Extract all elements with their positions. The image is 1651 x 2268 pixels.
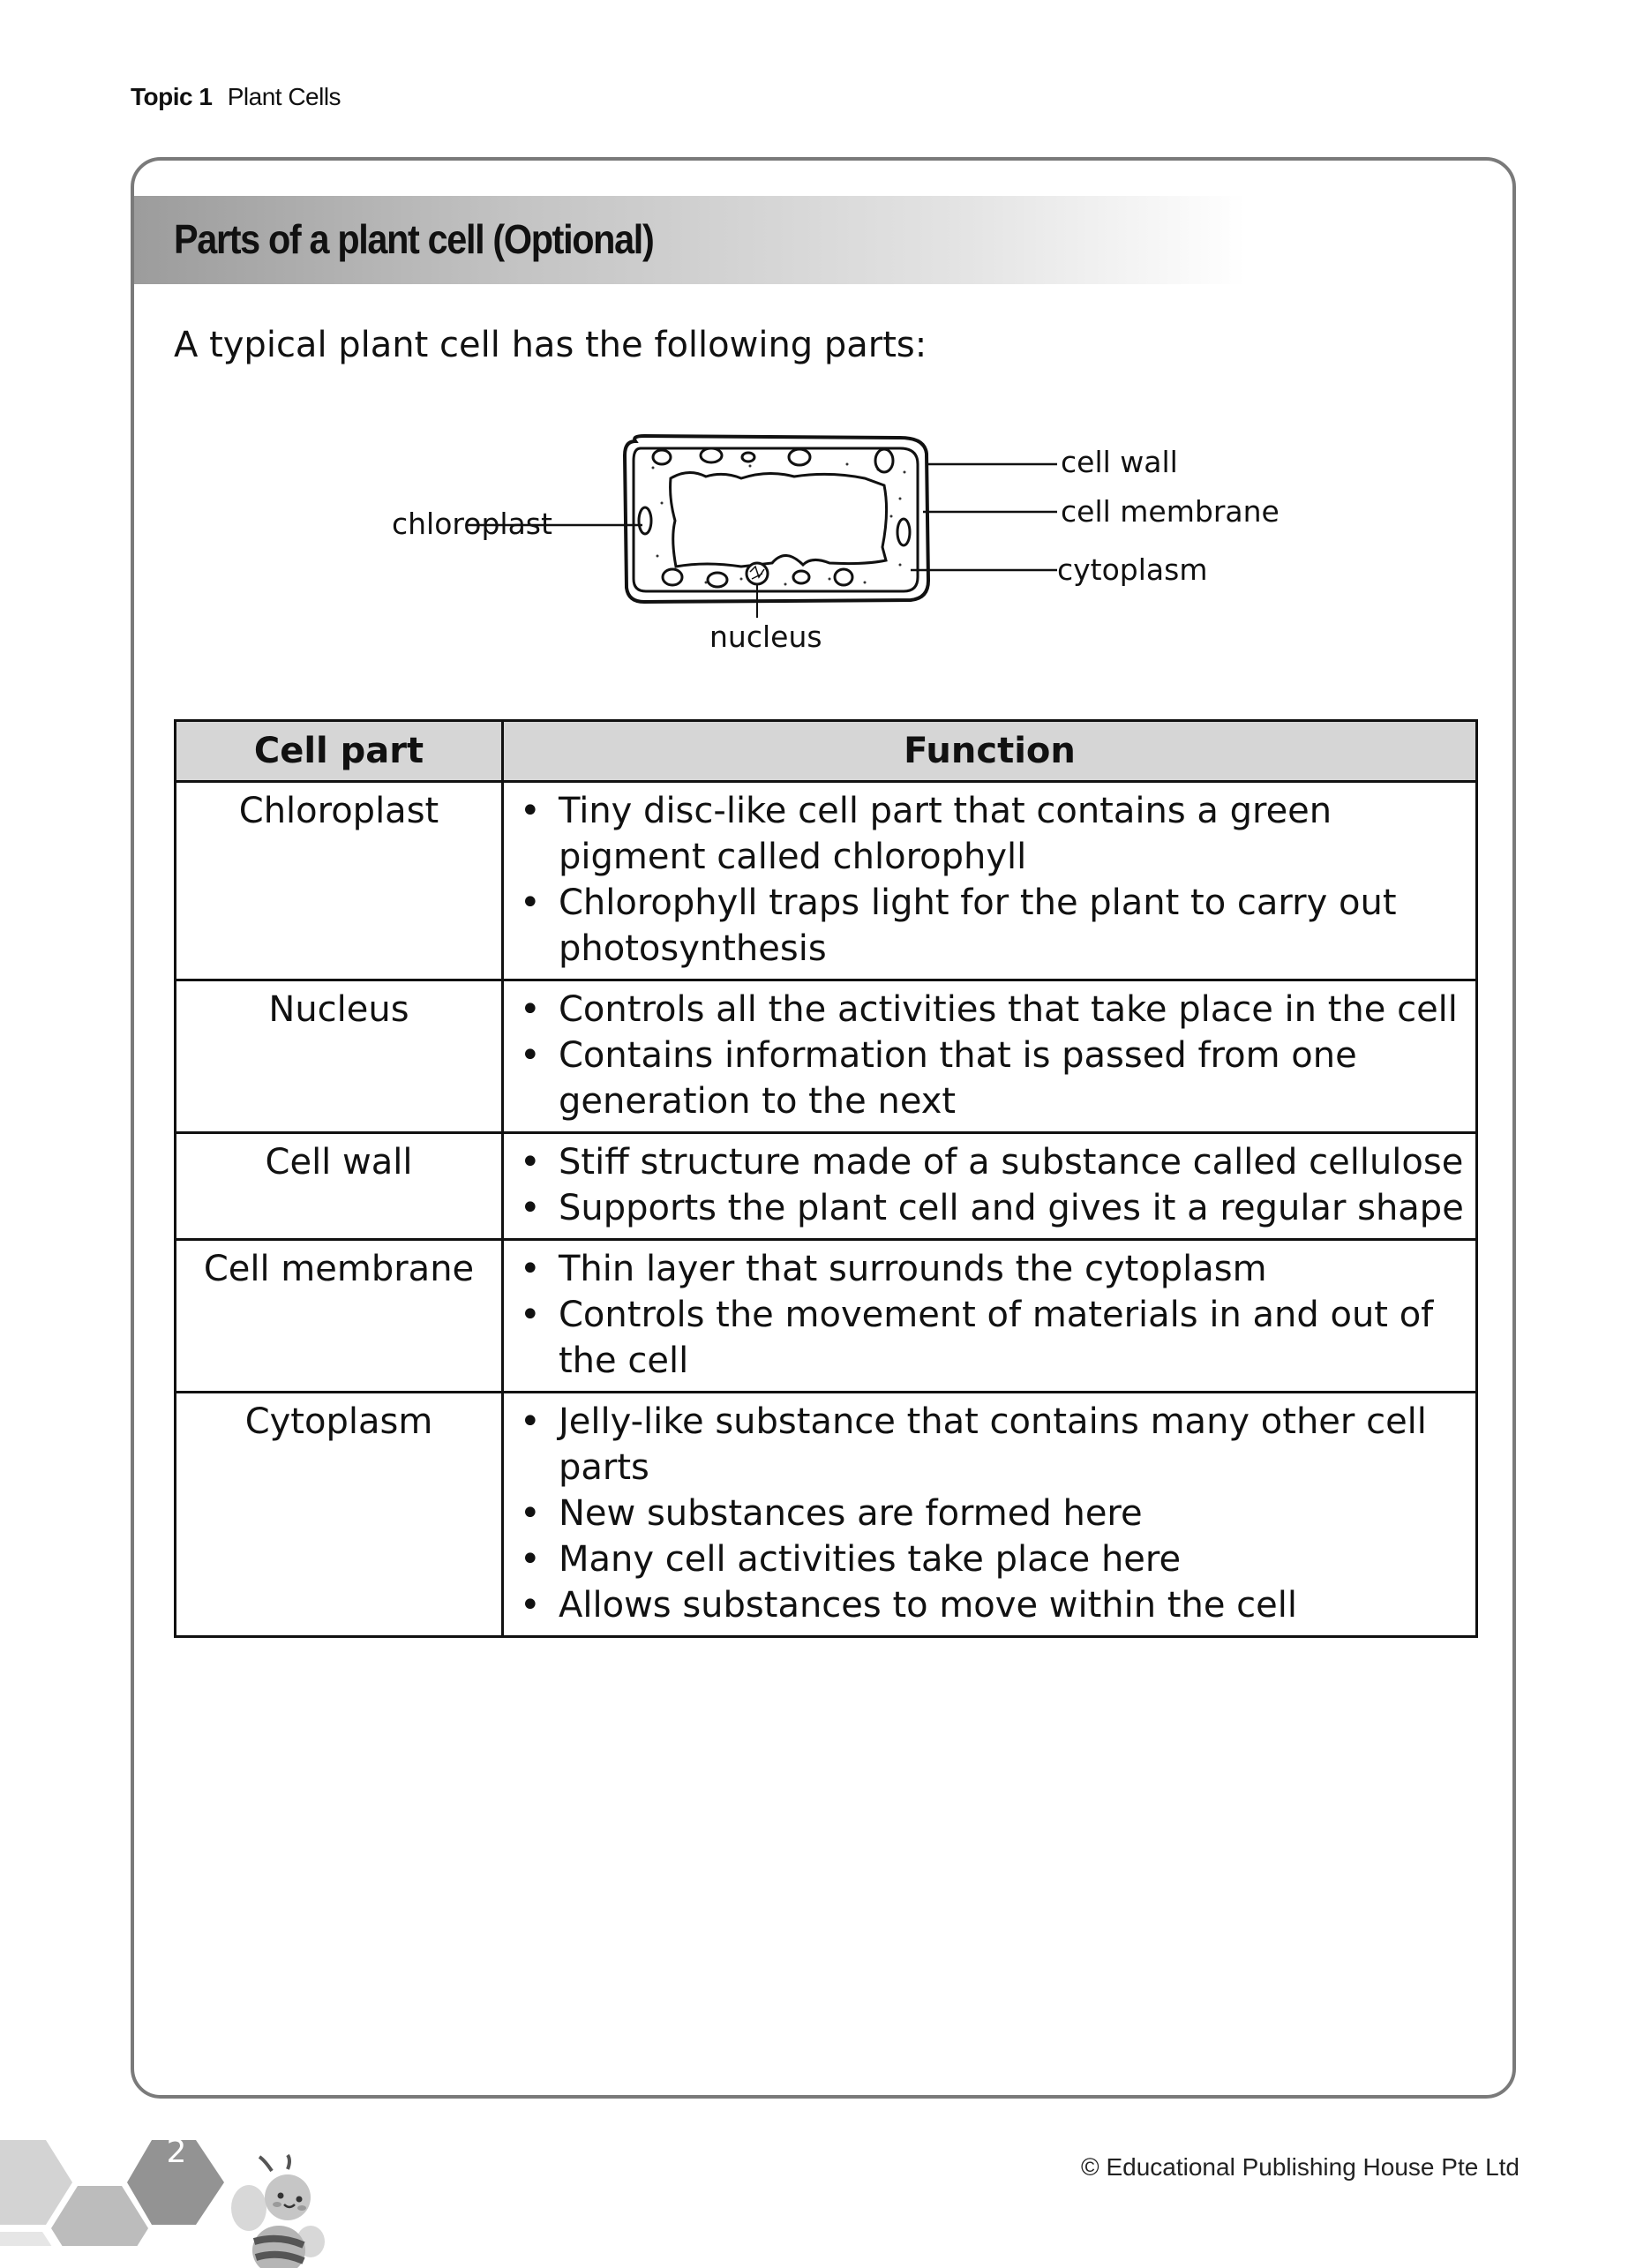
cell-function-list bbox=[503, 1133, 1477, 1240]
table-row bbox=[176, 782, 1477, 980]
label-cell-wall: cell wall bbox=[1061, 445, 1178, 479]
label-cytoplasm: cytoplasm bbox=[1057, 552, 1208, 587]
topic-label: Topic 1 bbox=[131, 83, 213, 110]
cell-function-list bbox=[503, 1240, 1477, 1393]
function-item: • Controls the movement of materials in and out of the cell bbox=[516, 1292, 1467, 1384]
function-item: • Contains information that is passed from one generation to the next bbox=[516, 1033, 1467, 1124]
cell-function-list bbox=[503, 1393, 1477, 1637]
table-header-row bbox=[176, 721, 1477, 782]
bee-mascot-icon bbox=[229, 2153, 326, 2268]
topic-title: Plant Cells bbox=[227, 83, 341, 110]
label-nucleus: nucleus bbox=[709, 620, 822, 654]
table-row bbox=[176, 1393, 1477, 1637]
running-head bbox=[131, 83, 341, 111]
section-title-band bbox=[134, 196, 1246, 284]
copyright-notice: © Educational Publishing House Pte Ltd bbox=[1081, 2153, 1520, 2181]
header-function: Function bbox=[503, 721, 1477, 782]
cell-part-name: Chloroplast bbox=[176, 782, 503, 980]
function-item: • Many cell activities take place here bbox=[516, 1536, 1467, 1582]
table-row bbox=[176, 1240, 1477, 1393]
label-cell-membrane: cell membrane bbox=[1061, 494, 1280, 529]
label-chloroplast: chloroplast bbox=[392, 507, 552, 541]
cell-parts-table bbox=[174, 719, 1478, 1638]
plant-cell-diagram bbox=[371, 415, 1306, 680]
function-item: • Chlorophyll traps light for the plant to carry out photosynthesis bbox=[516, 880, 1467, 972]
section-title: Parts of a plant cell (Optional) bbox=[174, 216, 654, 262]
function-item: • Jelly-like substance that contains many other cell parts bbox=[516, 1399, 1467, 1491]
function-item: • Controls all the activities that take place in the cell bbox=[516, 987, 1467, 1033]
intro-text: A typical plant cell has the following parts: bbox=[174, 325, 927, 365]
cell-part-name: Cell membrane bbox=[176, 1240, 503, 1393]
table-row bbox=[176, 980, 1477, 1133]
cell-part-name: Cell wall bbox=[176, 1133, 503, 1240]
cell-part-name: Cytoplasm bbox=[176, 1393, 503, 1637]
function-item: • Thin layer that surrounds the cytoplasm bbox=[516, 1246, 1467, 1292]
function-item: • Supports the plant cell and gives it a regular shape bbox=[516, 1185, 1467, 1231]
cell-function-list bbox=[503, 980, 1477, 1133]
function-item: • New substances are formed here bbox=[516, 1491, 1467, 1536]
function-item: • Tiny disc-like cell part that contains a green pigment called chlorophyll bbox=[516, 788, 1467, 880]
cell-part-name: Nucleus bbox=[176, 980, 503, 1133]
page-number: 2 bbox=[166, 2134, 187, 2170]
table-row bbox=[176, 1133, 1477, 1240]
function-item: • Stiff structure made of a substance called cellulose bbox=[516, 1139, 1467, 1185]
function-item: • Allows substances to move within the cell bbox=[516, 1582, 1467, 1628]
cell-function-list bbox=[503, 782, 1477, 980]
header-cell-part: Cell part bbox=[176, 721, 503, 782]
